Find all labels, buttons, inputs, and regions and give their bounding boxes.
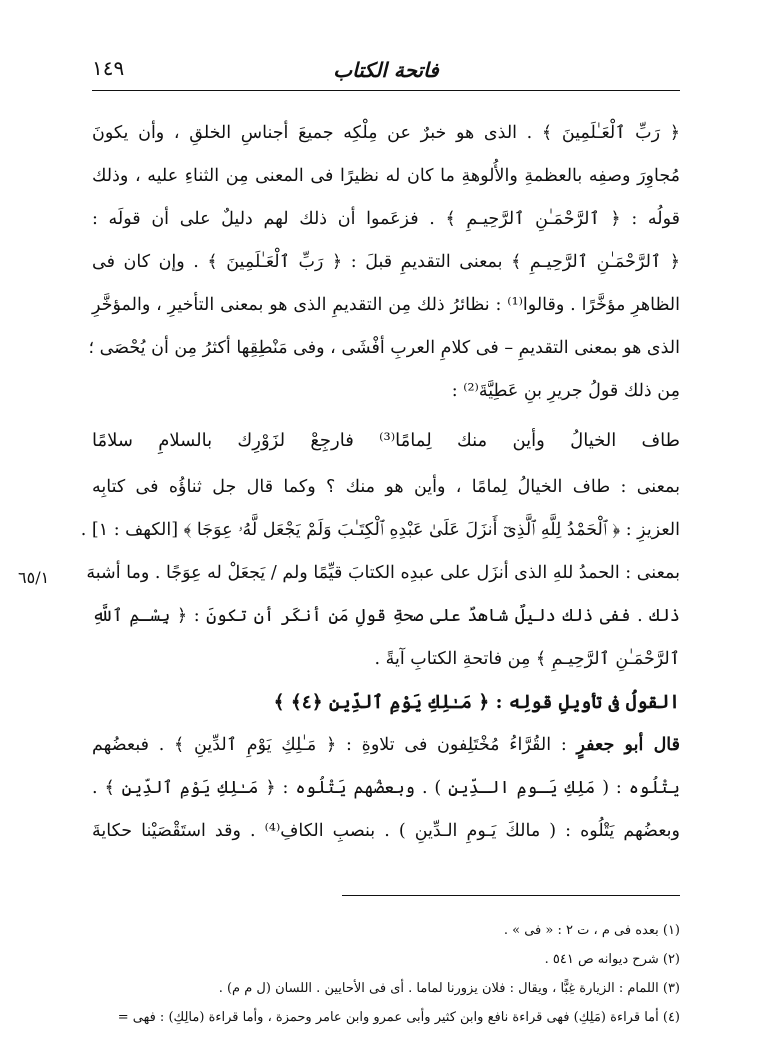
text-line: مِن ذلك قولُ جريرِ بنِ عَطِيَّةَ⁽²⁾ : [451,381,680,401]
text-line: مُجاوِرَ وصفِه بالعظمةِ والأُلوهةِ ما كان له نظيرًا فى المعنى مِن الثناءِ عليه ، وذلك [92,166,680,186]
text-line: ذلك . ففى ذلك دليلٌ شاهدٌ على صحةِ قولِ مَن أنكَر أن تكونَ : ﴿ بِسْـمِ ٱللَّهِ [92,606,680,626]
page-number: ١٤٩ [92,56,125,80]
text-line: ﴿ ٱلرَّحْمَـٰنِ ٱلرَّحِيـمِ ﴾ بمعنى التقديمِ قبلَ : ﴿ رَبِّ ٱلْعَـٰلَمِينَ ﴾ . وإن كان فى [92,252,680,272]
header-rule [92,90,680,91]
poem-verse: طاف الخيالُ وأين منك لِمامًا⁽³⁾ فارجِعْ لزَوْرِك بالسلامِ سلامًا [92,430,680,451]
footnote: (٢) شرح ديوانه ص ٥٤١ . [544,952,680,967]
text-line: الذى هو بمعنى التقديمِ – فى كلامِ العربِ أفْشَى ، وفى مَنْطِقِها أكثرُ مِن أن يُحْصَى ؛ [88,338,680,358]
line-text: : القُرَّاءُ مُخْتَلِفون فى تلاوةِ : ﴿ مَـٰلِكِ يَوْمِ ٱلدِّينِ ﴾ . فبعضُهم [92,735,577,755]
text-line [92,724,680,767]
text-line: يتْلُوه : ( مَلِكِ يَـومِ الـدِّينِ ) . وبعضُهم يَتْلُوه : ﴿ مَـٰلِكِ يَوْمِ ٱلدِّينِ ﴾ . [92,778,680,798]
text-line: الظاهرِ مؤخَّرًا . وقالوا⁽¹⁾ : نظائرُ ذلك مِن التقديمِ الذى هو بمعنى التأخيرِ ، والمؤخَّرِ [92,295,681,315]
speaker-name: قال أبو جعفرٍ [576,735,681,755]
footnote: (١) بعده فى م ، ت ٢ : « فى » . [503,923,680,938]
page-header [92,52,680,92]
main-text [80,112,681,853]
text-line: بمعنى : طاف الخيالُ لِمامًا ، وأين هو منك ؟ وكما قال جل ثناؤُه فى كتابِه [92,477,680,497]
footnote: (٤) أما قراءة (مَلِكِ) فهى قراءة نافع وابن كثير وأبى عمرو وابن عامر وحمزة ، وأما قراءة (مالِكِ) : فهى = [117,1010,680,1025]
text-line: العزيزِ : ﴿ ٱلْحَمْدُ لِلَّهِ ٱلَّذِىٓ أَنزَلَ عَلَىٰ عَبْدِهِ ٱلْكِتَـٰبَ وَلَمْ يَجْعَل لَّهُۥ عِوَجَا ﴾ [الكهف : ١] . [80,520,680,540]
text-line: ﴿ رَبِّ ٱلْعَـٰلَمِينَ ﴾ . الذى هو خبرٌ عن مِلْكِه جميعَ أجناسِ الخلقِ ، وأن يكونَ [92,123,680,143]
text-line: وبعضُهم يَتْلُوه : ( مالكَ يَـومِ الـدِّينِ ) . بنصبِ الكافِ⁽⁴⁾ . وقد استَقْصَيْنا حكايةَ [92,821,680,841]
margin-reference: ٦٥/١ [18,568,50,587]
footnote-rule [342,895,680,896]
section-heading: القولُ فى تأويلِ قولِه : ﴿ مَـٰلِكِ يَوْمِ ٱلدِّينِ ﴿٤﴾ ﴾ [273,692,680,713]
text-line: بمعنى : الحمدُ للهِ الذى أنزَل على عبدِه الكتابَ قيِّمًا ولم / يَجعَلْ له عِوَجًا . وما أشبهَ [86,563,680,583]
chapter-title: فاتحة الكتاب [333,58,439,82]
footnote: (٣) اللمام : الزيارة غِبًّا ، ويقال : فلان يزورنا لماما . أى فى الأحايين . اللسان (ل م م) . [218,981,680,996]
text-line: قولُه : ﴿ ٱلرَّحْمَـٰنِ ٱلرَّحِيـمِ ﴾ . فزعَموا أن ذلك لهم دليلٌ على أن قولَه : [92,209,680,229]
text-line: ٱلرَّحْمَـٰنِ ٱلرَّحِيـمِ ﴾ مِن فاتحةِ الكتابِ آيةً . [374,649,680,669]
footnotes [92,916,680,1032]
